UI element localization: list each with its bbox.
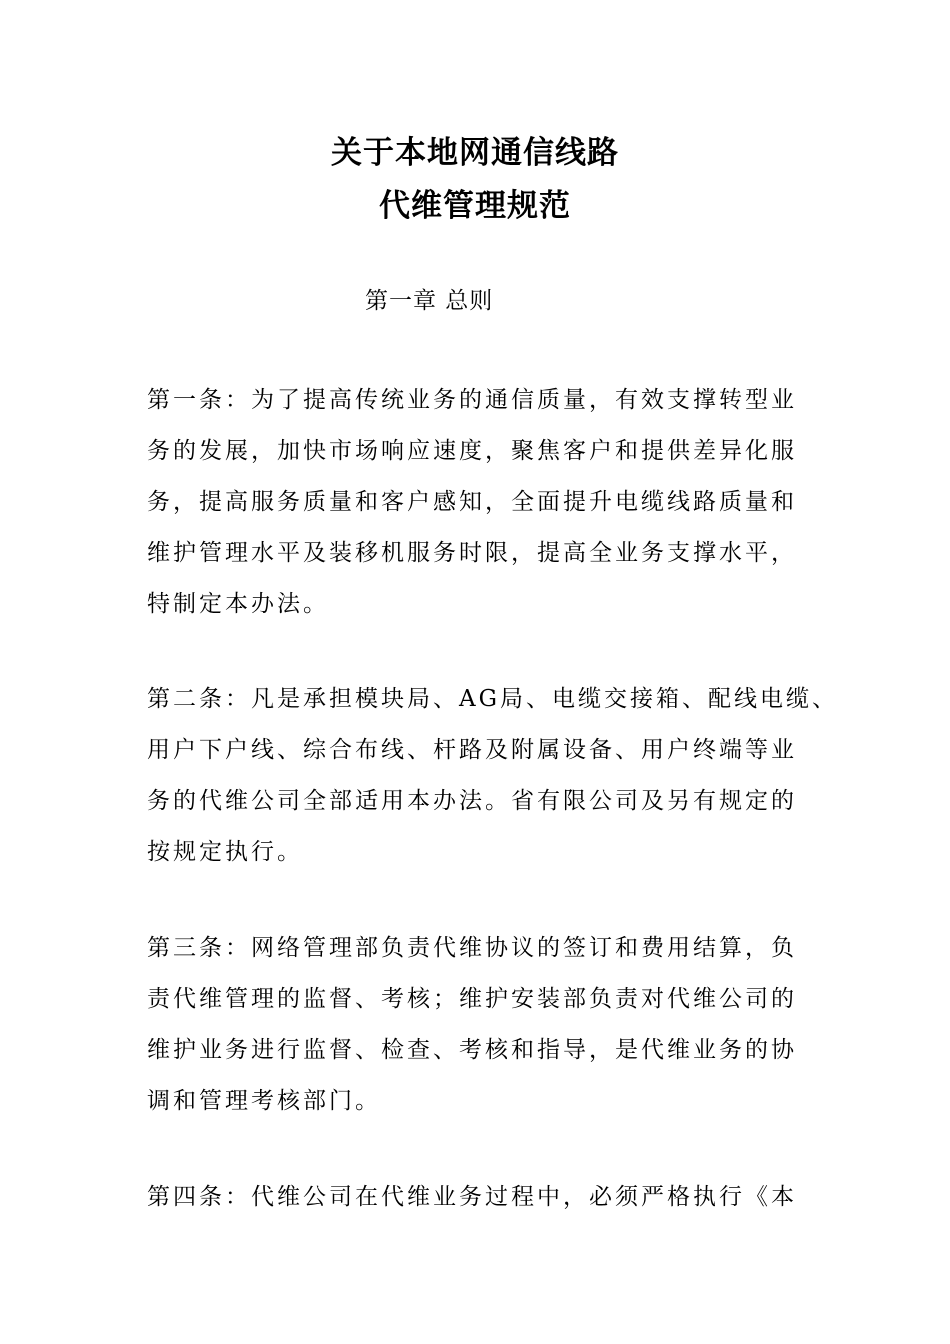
article-1-line: 务的发展，加快市场响应速度，聚焦客户和提供差异化服 <box>147 438 797 464</box>
article-2-line: 务的代维公司全部适用本办法。省有限公司及另有规定的 <box>147 788 797 814</box>
article-1-line: 第一条：为了提高传统业务的通信质量，有效支撑转型业 <box>147 387 797 413</box>
article-2 <box>147 684 847 888</box>
article-3-line: 第三条：网络管理部负责代维协议的签订和费用结算，负 <box>147 935 797 961</box>
article-1-line: 维护管理水平及装移机服务时限，提高全业务支撑水平， <box>147 540 797 566</box>
document-title-line-1: 关于本地网通信线路 <box>331 135 619 171</box>
chapter-heading: 第一章 总则 <box>365 288 494 314</box>
article-2-line: 第二条：凡是承担模块局、AG局、电缆交接箱、配线电缆、 <box>147 686 838 712</box>
article-3-line: 责代维管理的监督、考核；维护安装部负责对代维公司的 <box>147 986 797 1012</box>
article-4-line: 第四条：代维公司在代维业务过程中，必须严格执行《本 <box>147 1184 797 1210</box>
article-1-line: 特制定本办法。 <box>147 591 329 617</box>
article-3-line: 维护业务进行监督、检查、考核和指导，是代维业务的协 <box>147 1037 797 1063</box>
article-1 <box>147 385 847 640</box>
article-3-line: 调和管理考核部门。 <box>147 1088 381 1114</box>
document-title-line-2: 代维管理规范 <box>379 188 571 224</box>
article-3 <box>147 933 847 1137</box>
article-2-line: 用户下户线、综合布线、杆路及附属设备、用户终端等业 <box>147 737 797 763</box>
article-4 <box>147 1182 847 1233</box>
article-2-line: 按规定执行。 <box>147 839 303 865</box>
article-1-line: 务，提高服务质量和客户感知，全面提升电缆线路质量和 <box>147 489 797 515</box>
